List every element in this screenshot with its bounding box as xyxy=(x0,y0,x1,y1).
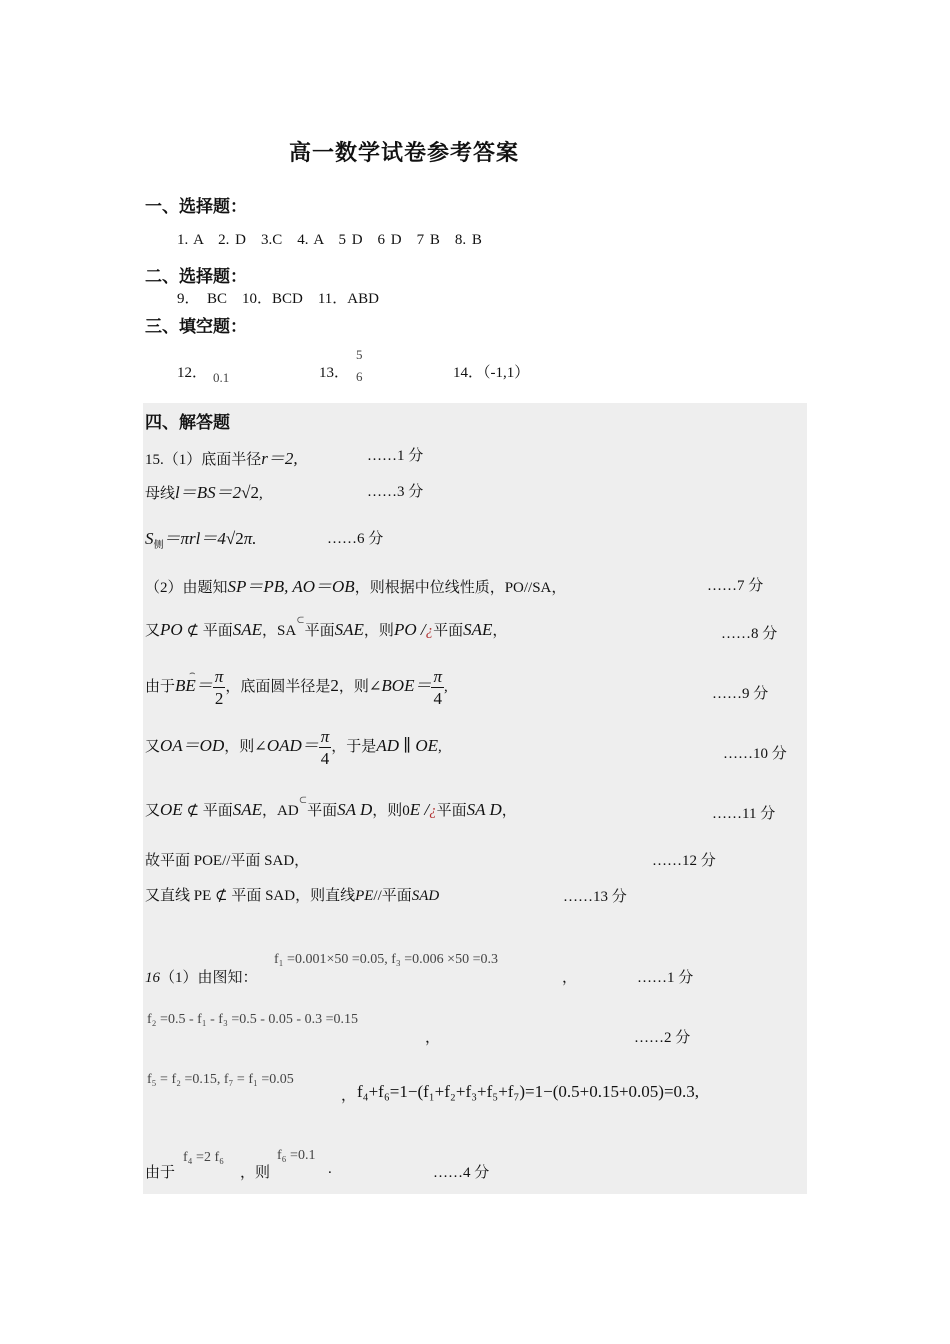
q15-l3-s: S xyxy=(145,529,154,548)
q15-l8-m2: SAE xyxy=(232,800,263,819)
q16-l1-b: （1）由图知： xyxy=(160,970,258,986)
q15-l5-c: ，SA xyxy=(262,623,297,639)
q15-l4-math: SP＝PB, AO＝OB xyxy=(227,577,355,596)
q15-l7-d: , xyxy=(438,738,442,755)
q16-l2-comma: ， xyxy=(425,1030,441,1046)
q16-l4-score: ……4 分 xyxy=(433,1165,490,1181)
q15-l6-eq2: ＝ xyxy=(414,675,432,695)
q15-l8-red: ¿ xyxy=(429,803,437,819)
q15-l8-m1: OE xyxy=(160,800,183,819)
q15-l2-math: l＝BS＝2 xyxy=(175,483,242,502)
q15-l7-eq: ＝ xyxy=(301,735,319,755)
q15-l2-root: √2 xyxy=(241,483,259,502)
q15-line-3 xyxy=(145,524,256,551)
q15-l3-root: √2 xyxy=(225,529,244,548)
q15-l5-score: ……8 分 xyxy=(721,626,778,642)
q15-line-10 xyxy=(145,884,439,905)
q15-l5-m4: PO / xyxy=(393,620,426,639)
q15-l4-score: ……7 分 xyxy=(707,578,764,594)
q15-l5-b: ⊄ 平面 xyxy=(182,623,233,639)
q15-l8-score: ……11 分 xyxy=(712,806,776,822)
q16-l2-score: ……2 分 xyxy=(634,1030,691,1046)
q15-l7-a: 又 xyxy=(145,738,161,755)
q13-denominator: 6 xyxy=(356,369,363,384)
q16-l1-comma: ， xyxy=(562,970,578,986)
q15-l10-a: 又直线 PE ⊄ 平面 SAD，则直线 xyxy=(145,888,356,904)
q14-answer: 14．（-1,1） xyxy=(453,365,530,381)
section-heading-1: 一、选择题： xyxy=(145,197,247,216)
q15-l6-m2: BOE xyxy=(381,675,415,695)
q16-l1-math: f₁ =0.001×50 =0.05, f₃ =0.006 ×50 =0.3 xyxy=(274,952,498,967)
q15-line-7 xyxy=(145,728,442,767)
q15-l6-eq: ＝ xyxy=(195,675,213,695)
q15-l7-m1: OA＝OD xyxy=(160,735,225,755)
q15-l7-c: ，于是 xyxy=(331,738,377,755)
q15-l10-m: PE xyxy=(355,888,374,904)
q15-l7-m3: AD ∥ OE xyxy=(376,735,438,755)
q15-l2-tail: , xyxy=(258,486,263,502)
q15-l5-g: ， xyxy=(492,623,508,639)
q15-l10-m2: SAD xyxy=(411,888,440,904)
q15-l6-a: 由于 xyxy=(145,678,176,695)
q15-l7-m2: OAD xyxy=(266,735,302,755)
q15-l5-m2: SAE xyxy=(232,620,263,639)
q15-l5-a: 又 xyxy=(145,623,161,639)
q15-l8-g: ， xyxy=(501,803,517,819)
q15-l6-c: ，则∠ xyxy=(338,678,382,695)
q15-l2-score: ……3 分 xyxy=(367,484,424,500)
q15-l8-d: 平面 xyxy=(307,803,338,819)
q13-numerator: 5 xyxy=(356,347,363,362)
q15-l4-b: ，则根据中位线性质，PO//SA， xyxy=(354,580,567,596)
section-heading-4: 四、解答题 xyxy=(145,413,230,432)
q15-l8-b: ⊄ 平面 xyxy=(182,803,233,819)
q15-l8-c: ，AD xyxy=(262,803,299,819)
q16-l4-c: . xyxy=(328,1161,332,1177)
q15-line-5 xyxy=(145,615,508,640)
q16-l3-comma: ， xyxy=(341,1088,357,1104)
q16-l4-b: ，则 xyxy=(240,1165,271,1181)
q15-l10-b: //平面 xyxy=(373,888,412,904)
q15-l6-score: ……9 分 xyxy=(712,686,769,702)
q15-l8-m5: SA D xyxy=(466,800,502,819)
q15-line-2 xyxy=(145,478,263,503)
arc-icon: ⌢ xyxy=(189,667,196,679)
q15-l10-score: ……13 分 xyxy=(563,889,627,905)
q15-l1-text: 15.（1）底面半径 xyxy=(145,452,262,468)
page-title: 高一数学试卷参考答案 xyxy=(289,140,520,165)
q15-l6-b: ，底面圆半径是 xyxy=(225,678,331,695)
q15-l6-n: 2 xyxy=(330,675,339,695)
q16-l4-m1: f₄ =2 f₆ xyxy=(183,1150,224,1165)
q15-line-4 xyxy=(145,572,566,597)
q12-label: 12． xyxy=(177,365,208,381)
q15-l8-e: ，则0 xyxy=(372,803,410,819)
q15-l5-e: ，则 xyxy=(363,623,394,639)
q15-line-8 xyxy=(145,795,517,820)
q15-l7-score: ……10 分 xyxy=(723,746,787,762)
q15-l3-tail: π. xyxy=(243,529,257,548)
q16-l1-a: 16 xyxy=(145,970,160,986)
q15-l4-a: （2）由题知 xyxy=(145,580,228,596)
q15-l8-f: 平面 xyxy=(436,803,467,819)
q15-l3-sub: 侧 xyxy=(153,540,164,551)
q16-l3-equation: f₄+f₆=1−(f₁+f₂+f₃+f₅+f₇)=1−(0.5+0.15+0.05)=0.3, xyxy=(357,1082,700,1101)
q12-answer: 0.1 xyxy=(213,370,230,385)
q15-line-1 xyxy=(145,444,298,469)
q15-l3-rest: ＝πrl＝4 xyxy=(163,529,226,548)
q15-line-9: 故平面 POE//平面 SAD， xyxy=(145,853,310,869)
q16-l4-a: 由于 xyxy=(145,1165,176,1181)
q15-l6-frac: $\frac{\pi}{2}$ xyxy=(214,667,224,708)
q15-l9-score: ……12 分 xyxy=(652,853,716,869)
subset-icon-2: ⊂ xyxy=(298,795,308,806)
q15-l5-f: 平面 xyxy=(433,623,464,639)
q15-l5-m5: SAE xyxy=(463,620,493,639)
section-heading-3: 三、填空题： xyxy=(145,317,247,336)
section-heading-2: 二、选择题： xyxy=(145,267,247,286)
q15-l7-b: ，则∠ xyxy=(224,738,267,755)
q16-l3-math: f₅ = f₂ =0.15, f₇ = f₁ =0.05 xyxy=(147,1072,294,1087)
mc-answers: 1. A 2. D 3.C 4. A 5 D 6 D 7 B 8. B xyxy=(177,232,482,248)
q16-line-1 xyxy=(145,966,258,987)
q15-line-6 xyxy=(145,668,448,707)
q15-l1-math: r＝2, xyxy=(261,449,298,468)
q16-l1-score: ……1 分 xyxy=(637,970,694,986)
q13-label: 13． xyxy=(319,365,350,381)
q15-l6-m1: BE xyxy=(175,675,196,695)
q15-l5-m3: SAE xyxy=(334,620,364,639)
q16-l2-math: f₂ =0.5 - f₁ - f₃ =0.5 - 0.05 - 0.3 =0.15 xyxy=(147,1012,358,1027)
q15-l2-text: 母线 xyxy=(145,486,176,502)
q15-l5-m1: PO xyxy=(160,620,183,639)
subset-icon: ⊂ xyxy=(296,615,305,626)
q15-l7-frac: $\frac{\pi}{4}$ xyxy=(320,727,330,768)
q15-l5-red: ¿ xyxy=(425,623,434,639)
q15-l8-m3: SA D xyxy=(337,800,373,819)
q15-l5-d: 平面 xyxy=(304,623,335,639)
q15-l8-a: 又 xyxy=(145,803,161,819)
q15-l3-score: ……6 分 xyxy=(327,531,384,547)
q15-l6-d: , xyxy=(444,678,448,695)
q15-l8-m4: E / xyxy=(409,800,430,819)
q15-l6-frac2: $\frac{\pi}{4}$ xyxy=(433,667,442,708)
multi-answers: 9． BC 10．BCD 11．ABD xyxy=(177,291,379,307)
q16-l4-m2: f₆ =0.1 xyxy=(277,1148,316,1163)
q15-l1-score: ……1 分 xyxy=(367,448,424,464)
